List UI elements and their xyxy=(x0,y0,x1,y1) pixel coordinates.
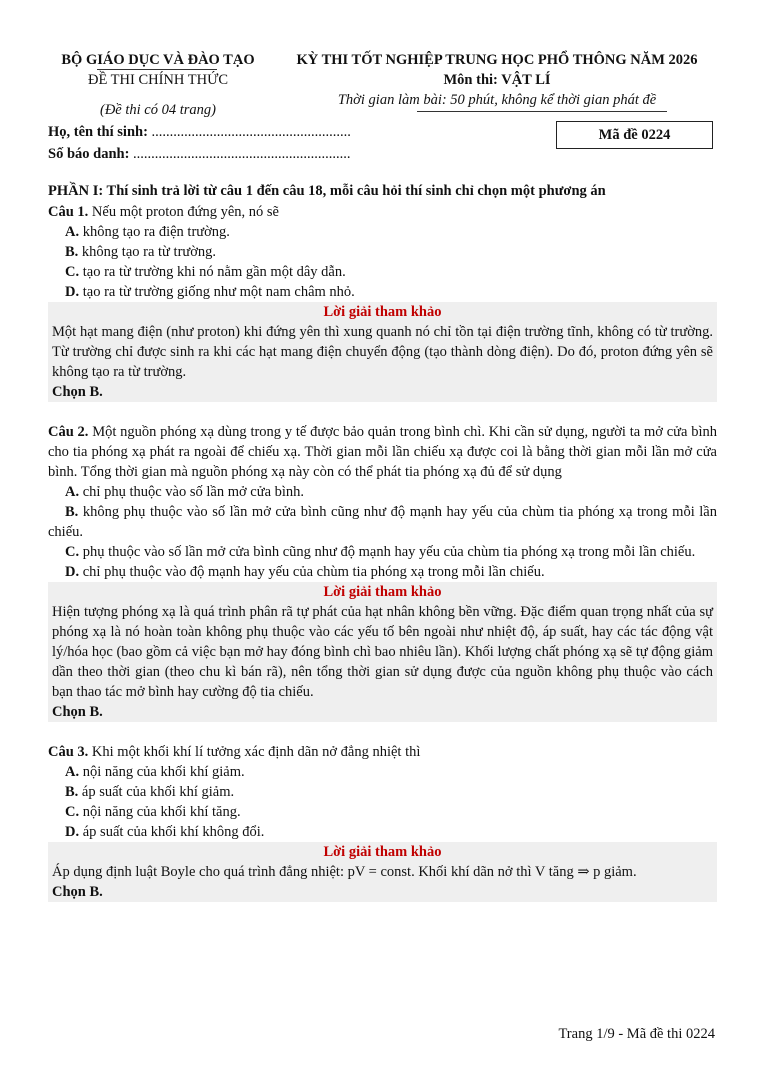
option-letter: C. xyxy=(65,544,80,560)
solution-answer: Chọn B. xyxy=(52,704,103,720)
time-underline xyxy=(417,111,667,112)
option-a xyxy=(48,222,717,242)
question-text: Một nguồn phóng xạ dùng trong y tế được bảo quản trong bình chì. Khi cần sử dụng, người ta mở cửa bình cho tia phóng xạ phát ra ngoài để chiếu xạ. Thời gian mỗi lần chiếu xạ được coi là bằng thời gian mỗi lần mở cửa bình. Tổng thời gian mà nguồn phóng xạ này còn có thể phát tia phóng xạ đủ để sử dụng xyxy=(48,424,717,480)
question-number: Câu 2. xyxy=(48,424,89,440)
option-letter: D. xyxy=(65,564,80,580)
candidate-id-dots: ............................................................ xyxy=(129,146,351,162)
solution-text: Áp dụng định luật Boyle cho quá trình đẳng nhiệt: pV = const. Khối khí dãn nở thì V tăng ⇒ p giảm. xyxy=(52,864,637,880)
exam-title: KỲ THI TỐT NGHIỆP TRUNG HỌC PHỔ THÔNG NĂM 2026 xyxy=(296,52,698,68)
solution-text: Một hạt mang điện (như proton) khi đứng yên thì xung quanh nó chỉ tồn tại điện trường tĩnh, không có từ trường. Từ trường chỉ được sinh ra khi các hạt mang điện chuyển động (tạo thành dòng điện). Do đó, proton đứng yên sẽ không tạo ra từ trường. xyxy=(52,324,713,380)
option-a xyxy=(48,482,717,502)
option-text: không phụ thuộc vào số lần mở cửa bình cũng như độ mạnh hay yếu của chùm tia phóng xạ trong mỗi lần chiếu. xyxy=(48,504,717,540)
option-letter: B. xyxy=(65,504,79,520)
question-stem xyxy=(48,202,717,222)
option-letter: A. xyxy=(65,484,80,500)
option-letter: D. xyxy=(65,824,80,840)
option-d xyxy=(48,282,717,302)
header-left xyxy=(48,50,268,120)
option-text: nội năng của khối khí tăng. xyxy=(79,804,241,820)
option-letter: B. xyxy=(65,244,79,260)
question-stem xyxy=(48,742,717,762)
option-a xyxy=(48,762,717,782)
spacer xyxy=(48,402,717,422)
option-letter: C. xyxy=(65,804,80,820)
option-text: chỉ phụ thuộc vào số lần mở cửa bình. xyxy=(79,484,305,500)
solution-answer: Chọn B. xyxy=(52,384,103,400)
option-b xyxy=(48,242,717,262)
option-letter: C. xyxy=(65,264,80,280)
option-letter: D. xyxy=(65,284,80,300)
solution-title: Lời giải tham khảo xyxy=(323,844,442,860)
option-c xyxy=(48,542,717,562)
option-c xyxy=(48,262,717,282)
candidate-name-dots: ....................................................... xyxy=(147,124,351,140)
spacer xyxy=(48,722,717,742)
candidate-name-label: Họ, tên thí sinh: xyxy=(48,124,148,140)
question-3 xyxy=(48,742,717,902)
page-footer: Trang 1/9 - Mã đề thi 0224 xyxy=(558,1026,715,1042)
solution-answer: Chọn B. xyxy=(52,884,103,900)
option-d xyxy=(48,562,717,582)
option-letter: B. xyxy=(65,784,79,800)
option-text: chỉ phụ thuộc vào độ mạnh hay yếu của chùm tia phóng xạ trong mỗi lần chiếu. xyxy=(79,564,545,580)
question-1 xyxy=(48,202,717,402)
question-text: Khi một khối khí lí tưởng xác định dãn nở đẳng nhiệt thì xyxy=(88,744,421,760)
candidate-id-label: Số báo danh: xyxy=(48,146,130,162)
ministry-name: BỘ GIÁO DỤC VÀ ĐÀO TẠO xyxy=(61,52,255,68)
exam-content xyxy=(48,181,717,902)
question-stem xyxy=(48,422,717,482)
option-text: tạo ra từ trường khi nó nằm gần một dây dẫn. xyxy=(79,264,346,280)
option-text: tạo ra từ trường giống như một nam châm nhỏ. xyxy=(79,284,355,300)
option-text: áp suất của khối khí không đổi. xyxy=(79,824,265,840)
section-title: PHẦN I: Thí sinh trả lời từ câu 1 đến câu 18, mỗi câu hỏi thí sinh chỉ chọn một phương án xyxy=(48,183,606,199)
option-b xyxy=(48,782,717,802)
question-number: Câu 3. xyxy=(48,744,89,760)
candidate-name-row xyxy=(48,121,351,143)
question-text: Nếu một proton đứng yên, nó sẽ xyxy=(88,204,279,220)
exam-time: Thời gian làm bài: 50 phút, không kể thời gian phát đề xyxy=(337,92,657,108)
solution-box xyxy=(48,302,717,402)
solution-title: Lời giải tham khảo xyxy=(323,304,442,320)
option-text: phụ thuộc vào số lần mở cửa bình cũng như độ mạnh hay yếu của chùm tia phóng xạ trong mỗi lần chiếu. xyxy=(79,544,696,560)
solution-text: Hiện tượng phóng xạ là quá trình phân rã tự phát của hạt nhân không bền vững. Đặc điểm quan trọng nhất của sự phóng xạ là nó hoàn toàn không phụ thuộc vào các yếu tố bên ngoài như nhiệt độ, áp suất, hay các tác động vật lý/hóa học (bao gồm cả việc bạn mở hay đóng bình chì bao nhiêu lần). Khối lượng chất phóng xạ sẽ tự động giảm dần theo thời gian (theo chu kì bán rã), nên tổng thời gian sử dụng được của nguồn không phụ thuộc vào cách bạn thao tác mở bình hay cường độ tia chiếu. xyxy=(52,604,713,700)
option-c xyxy=(48,802,717,822)
question-number: Câu 1. xyxy=(48,204,89,220)
option-letter: A. xyxy=(65,224,80,240)
official-label: ĐỀ THI CHÍNH THỨC xyxy=(87,72,228,88)
header-rule xyxy=(97,69,217,70)
option-text: không tạo ra điện trường. xyxy=(79,224,230,240)
option-text: áp suất của khối khí giảm. xyxy=(78,784,235,800)
option-d xyxy=(48,822,717,842)
option-text: không tạo ra từ trường. xyxy=(78,244,217,260)
subject: Môn thi: VẬT LÍ xyxy=(443,72,551,88)
header-right xyxy=(282,50,712,110)
option-b xyxy=(48,502,717,542)
question-2 xyxy=(48,422,717,722)
candidate-id-row xyxy=(48,143,351,165)
solution-box xyxy=(48,582,717,722)
candidate-info xyxy=(48,121,351,165)
exam-code-box: Mã đề 0224 xyxy=(556,121,713,149)
option-text: nội năng của khối khí giảm. xyxy=(79,764,245,780)
solution-box xyxy=(48,842,717,902)
option-letter: A. xyxy=(65,764,80,780)
pages-note: (Đề thi có 04 trang) xyxy=(100,102,216,118)
solution-title: Lời giải tham khảo xyxy=(323,584,442,600)
